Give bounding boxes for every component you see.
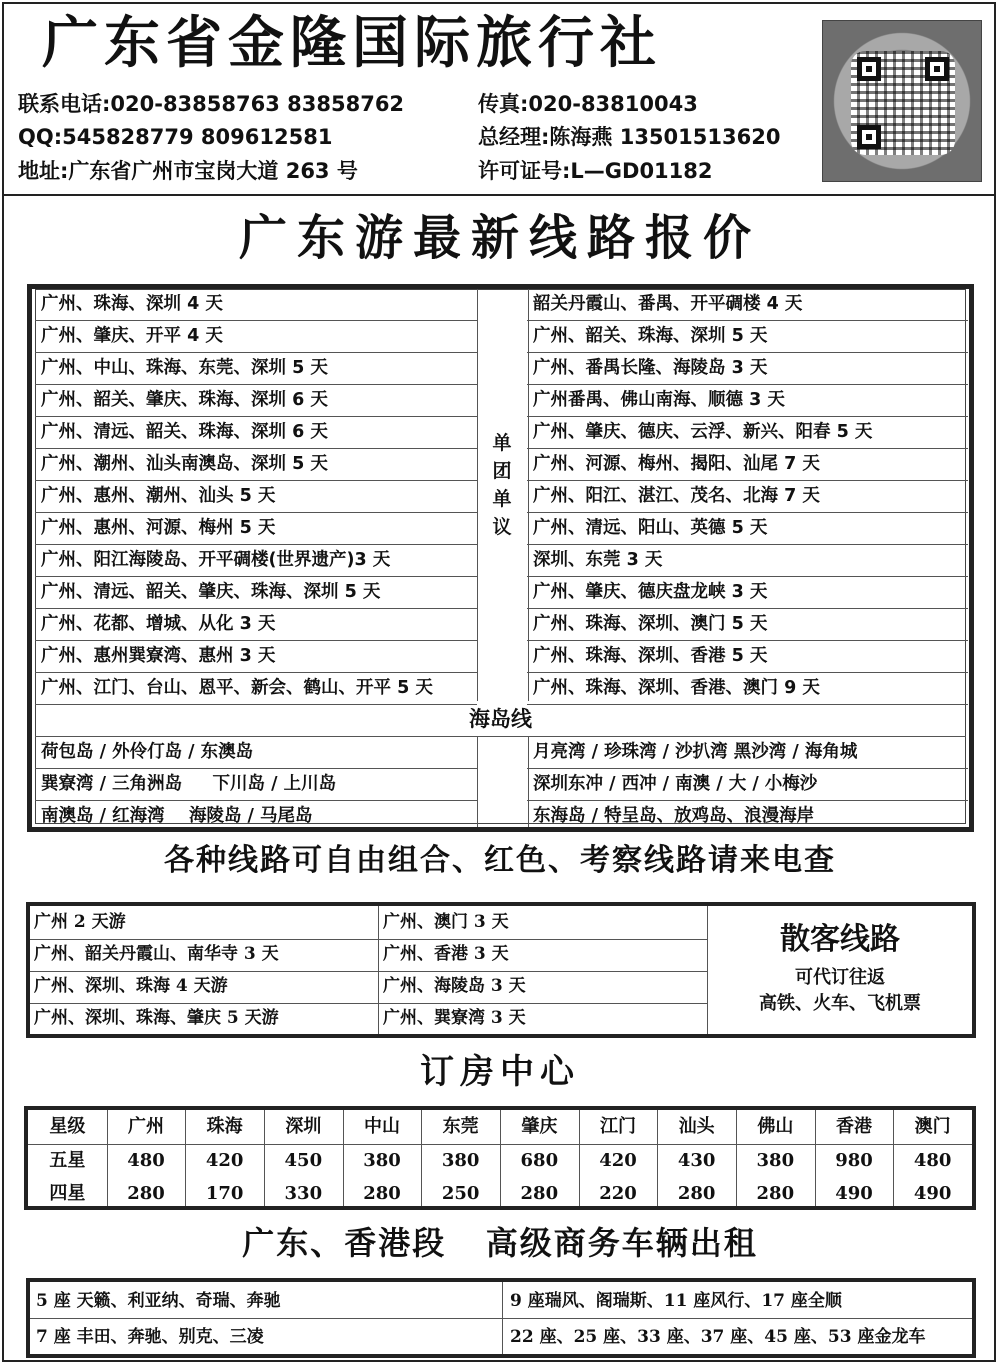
island-left-3: 南澳岛 / 红海湾 海陵岛 / 马尾岛 (41, 806, 313, 826)
group-tour-right-1: 广州、澳门 3 天 (379, 906, 707, 940)
hotel-header-cell: 江门 (599, 1116, 636, 1137)
route-right-7: 广州、阳江、湛江、茂名、北海 7 天 (527, 481, 968, 513)
hotel-title: 订房中心 (420, 1052, 580, 1092)
hotel-header-cell: 中山 (363, 1116, 400, 1137)
group-tour-left-3: 广州、深圳、珠海 4 天游 (30, 970, 378, 1004)
hotel-price-cell: 430 (677, 1150, 716, 1171)
address: 地址:广东省广州市宝岗大道 263 号 (18, 159, 358, 183)
route-right-4: 广州番禺、佛山南海、顺德 3 天 (527, 385, 968, 417)
hotel-price-cell: 280 (127, 1183, 165, 1204)
hotel-price-cell: 380 (756, 1150, 795, 1171)
hotel-price-cell: 680 (520, 1150, 559, 1171)
hotel-price-cell: 四星 (49, 1183, 86, 1204)
hotel-price-cell: 330 (284, 1183, 323, 1204)
price-note-char: 议 (492, 516, 512, 538)
route-price-table (27, 284, 974, 832)
phone-numbers: 联系电话:020-83858763 83858762 (18, 92, 405, 116)
route-left-2: 广州、肇庆、开平 4 天 (35, 321, 477, 353)
hotel-price-cell: 280 (677, 1183, 716, 1204)
hotel-price-cell: 480 (913, 1150, 952, 1171)
hotel-header-cell: 深圳 (285, 1116, 322, 1137)
island-left-2: 巽寮湾 / 三角洲岛 下川岛 / 上川岛 (35, 769, 477, 801)
license-number: 许可证号:L—GD01182 (478, 159, 713, 183)
route-left-9: 广州、阳江海陵岛、开平碉楼(世界遗产)3 天 (35, 545, 477, 577)
company-name: 广东省金隆国际旅行社 (42, 10, 662, 76)
hotel-price-cell: 220 (599, 1183, 637, 1204)
price-note-char: 单 (492, 432, 512, 454)
island-divider-column (477, 737, 529, 827)
qq-numbers: QQ:545828779 809612581 (18, 125, 333, 149)
routes-title: 广东游最新线路报价 (238, 210, 761, 266)
route-left-13: 广州、江门、台山、恩平、新会、鹤山、开平 5 天 (35, 673, 477, 705)
header-divider (2, 194, 994, 196)
group-tour-table (26, 902, 976, 1038)
island-left-1: 荷包岛 / 外伶仃岛 / 东澳岛 (35, 737, 477, 769)
combo-note: 各种线路可自由组合、红色、考察线路请来电查 (164, 843, 836, 878)
hotel-price-cell: 280 (756, 1183, 795, 1204)
hotel-header-cell: 珠海 (206, 1116, 243, 1137)
route-right-5: 广州、肇庆、德庆、云浮、新兴、阳春 5 天 (527, 417, 968, 449)
route-right-3: 广州、番禺长隆、海陵岛 3 天 (527, 353, 968, 385)
hotel-price-cell: 280 (520, 1183, 559, 1204)
route-left-5: 广州、清远、韶关、珠海、深圳 6 天 (35, 417, 477, 449)
hotel-price-table (24, 1106, 976, 1210)
group-tour-left-2: 广州、韶关丹霞山、南华寺 3 天 (30, 938, 378, 972)
hotel-price-cell: 250 (441, 1183, 480, 1204)
car-right-row-2: 22 座、25 座、33 座、37 座、45 座、53 座金龙车 (510, 1327, 926, 1347)
hotel-header-cell: 东莞 (442, 1116, 479, 1137)
hotel-price-cell: 480 (127, 1150, 165, 1171)
car-row-divider (30, 1318, 972, 1319)
route-right-2: 广州、韶关、珠海、深圳 5 天 (527, 321, 968, 353)
island-right-2: 深圳东冲 / 西冲 / 南澳 / 大 / 小梅沙 (527, 769, 968, 801)
route-right-13: 广州、珠海、深圳、香港、澳门 9 天 (527, 673, 968, 705)
route-left-4: 广州、韶关、肇庆、珠海、深圳 6 天 (35, 385, 477, 417)
hotel-price-cell: 980 (835, 1150, 873, 1171)
price-note-char: 团 (492, 460, 512, 482)
route-left-11: 广州、花都、增城、从化 3 天 (35, 609, 477, 641)
general-manager: 总经理:陈海燕 13501513620 (478, 125, 781, 149)
route-right-12: 广州、珠海、深圳、香港 5 天 (527, 641, 968, 673)
hotel-header-cell: 佛山 (757, 1116, 794, 1137)
hotel-header-cell: 广州 (127, 1116, 164, 1137)
route-left-7: 广州、惠州、潮州、汕头 5 天 (35, 481, 477, 513)
hotel-price-cell: 170 (205, 1183, 244, 1204)
hotel-header-cell: 星级 (49, 1116, 86, 1137)
hotel-price-cell: 380 (441, 1150, 480, 1171)
group-tour-right-4: 广州、巽寮湾 3 天 (383, 1008, 526, 1028)
hotel-price-cell: 380 (363, 1150, 401, 1171)
group-tour-left-1: 广州 2 天游 (30, 906, 378, 940)
group-tour-right-3: 广州、海陵岛 3 天 (379, 970, 707, 1004)
route-left-12: 广州、惠州巽寮湾、惠州 3 天 (35, 641, 477, 673)
price-note-char: 单 (492, 488, 512, 510)
route-right-10: 广州、肇庆、德庆盘龙峡 3 天 (527, 577, 968, 609)
route-left-8: 广州、惠州、河源、梅州 5 天 (35, 513, 477, 545)
hotel-header-cell: 肇庆 (521, 1116, 558, 1137)
island-right-3: 东海岛 / 特呈岛、放鸡岛、浪漫海岸 (533, 806, 815, 826)
walk-in-routes-title: 散客线路 (780, 922, 900, 957)
car-right-row-1: 9 座瑞风、阁瑞斯、11 座风行、17 座全顺 (510, 1291, 842, 1311)
route-left-10: 广州、清远、韶关、肇庆、珠海、深圳 5 天 (35, 577, 477, 609)
ticket-note-line1: 可代订往返 (795, 967, 885, 988)
hotel-header-cell: 汕头 (678, 1116, 715, 1137)
hotel-price-cell: 280 (363, 1183, 401, 1204)
island-section-title: 海岛线 (35, 701, 966, 737)
hotel-price-cell: 420 (205, 1150, 244, 1171)
car-left-row-2: 7 座 丰田、奔驰、别克、三凌 (36, 1327, 264, 1347)
hotel-header-cell: 香港 (835, 1116, 872, 1137)
car-rental-table (26, 1278, 976, 1358)
hotel-price-cell: 490 (835, 1183, 873, 1204)
car-left-row-1: 5 座 天籁、利亚纳、奇瑞、奔驰 (36, 1291, 281, 1311)
route-left-3: 广州、中山、珠海、东莞、深圳 5 天 (35, 353, 477, 385)
hotel-price-cell: 490 (913, 1183, 952, 1204)
route-left-6: 广州、潮州、汕头南澳岛、深圳 5 天 (35, 449, 477, 481)
hotel-header-cell: 澳门 (914, 1116, 951, 1137)
route-right-6: 广州、河源、梅州、揭阳、汕尾 7 天 (527, 449, 968, 481)
island-right-1: 月亮湾 / 珍珠湾 / 沙扒湾 黑沙湾 / 海角城 (527, 737, 968, 769)
group-tour-right-2: 广州、香港 3 天 (379, 938, 707, 972)
route-right-11: 广州、珠海、深圳、澳门 5 天 (527, 609, 968, 641)
hotel-price-cell: 450 (284, 1150, 323, 1171)
hotel-price-cell: 420 (599, 1150, 637, 1171)
route-right-8: 广州、清远、阳山、英德 5 天 (527, 513, 968, 545)
car-rental-title: 广东、香港段 高级商务车辆出租 (242, 1224, 758, 1262)
ticket-note-line2: 高铁、火车、飞机票 (759, 993, 921, 1014)
qr-code-image (822, 20, 982, 182)
fax-number: 传真:020-83810043 (478, 92, 698, 116)
route-right-9: 深圳、东莞 3 天 (527, 545, 968, 577)
route-right-1: 韶关丹霞山、番禺、开平碉楼 4 天 (527, 289, 968, 321)
route-left-1: 广州、珠海、深圳 4 天 (35, 289, 477, 321)
hotel-price-cell: 五星 (49, 1150, 86, 1171)
group-tour-left-4: 广州、深圳、珠海、肇庆 5 天游 (34, 1008, 279, 1028)
